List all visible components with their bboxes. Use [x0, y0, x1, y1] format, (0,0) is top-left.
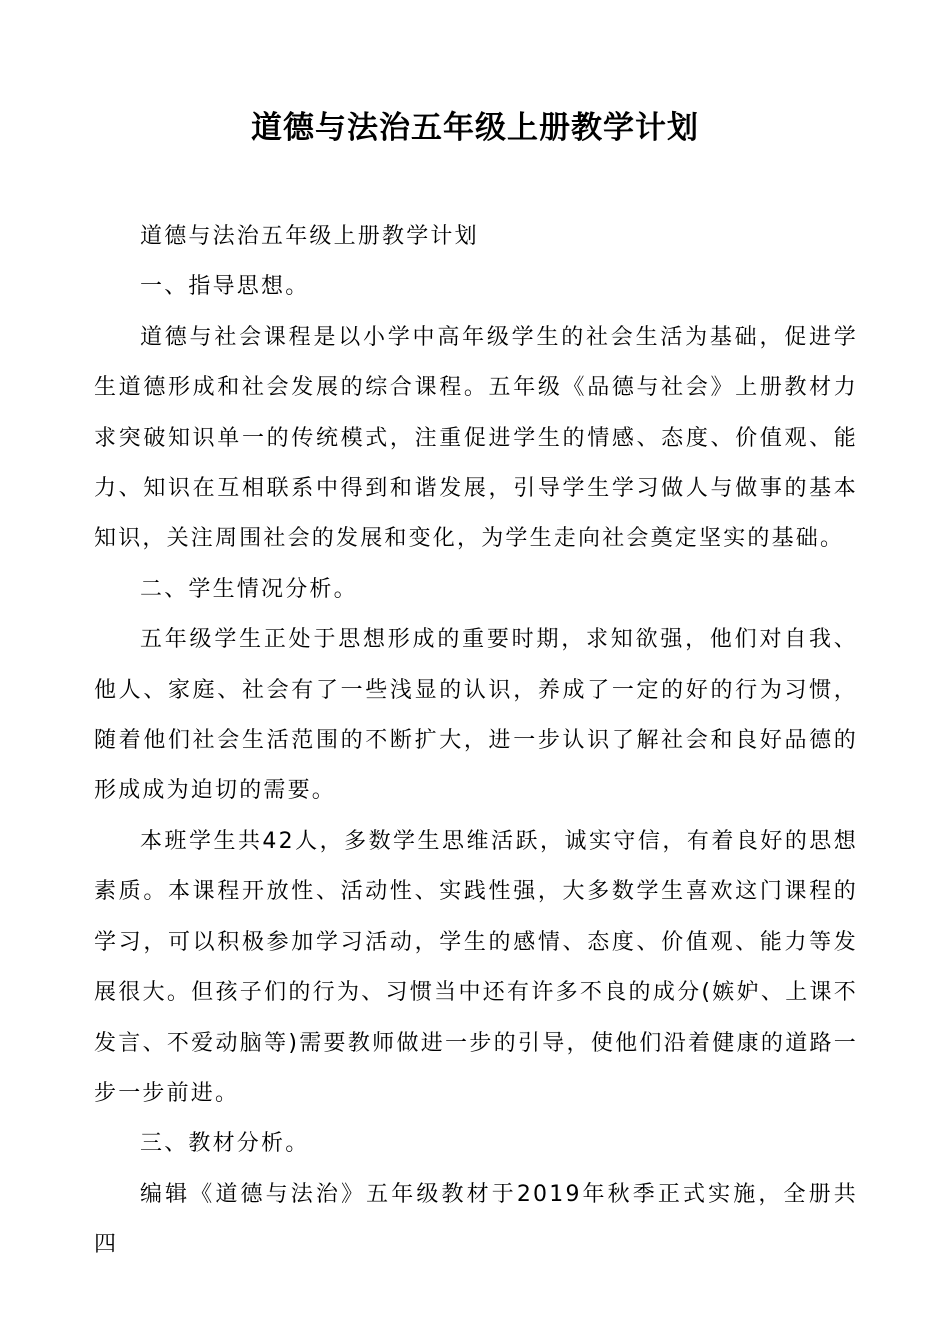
document-title: 道德与法治五年级上册教学计划: [251, 110, 699, 146]
section-heading-guiding-thought: 一、指导思想。: [140, 274, 310, 300]
paragraph-class-situation: 本班学生共42人，多数学生思维活跃，诚实守信，有着良好的思想素质。本课程开放性、活动性、实践性强，大多数学生喜欢这门课程的学习，可以积极参加学习活动，学生的感情、态度、价值观、能力等发展很大。但孩子们的行为、习惯当中还有许多不良的成分(嫉妒、上课不发言、不爱动脑等)需要教师做进一步的引导，使他们沿着健康的道路一步一步前进。: [94, 828, 858, 1106]
paragraph-guiding-thought: 道德与社会课程是以小学中高年级学生的社会生活为基础，促进学生道德形成和社会发展的综合课程。五年级《品德与社会》上册教材力求突破知识单一的传统模式，注重促进学生的情感、态度、价值观、能力、知识在互相联系中得到和谐发展，引导学生学习做人与做事的基本知识，关注周围社会的发展和变化，为学生走向社会奠定坚实的基础。: [94, 324, 858, 552]
section-heading-textbook-analysis: 三、教材分析。: [140, 1131, 310, 1157]
document-body: [94, 212, 858, 1271]
paragraph-heading-repeat: 道德与法治五年级上册教学计划: [140, 224, 479, 249]
section-heading-student-analysis: 二、学生情况分析。: [140, 576, 358, 602]
paragraph-student-analysis: 五年级学生正处于思想形成的重要时期，求知欲强，他们对自我、他人、家庭、社会有了一些浅显的认识，养成了一定的好的行为习惯，随着他们社会生活范围的不断扩大，进一步认识了解社会和良好品德的形成成为迫切的需要。: [94, 627, 858, 804]
paragraph-textbook-analysis: 编辑《道德与法治》五年级教材于2019年秋季正式实施，全册共四: [94, 1181, 858, 1258]
